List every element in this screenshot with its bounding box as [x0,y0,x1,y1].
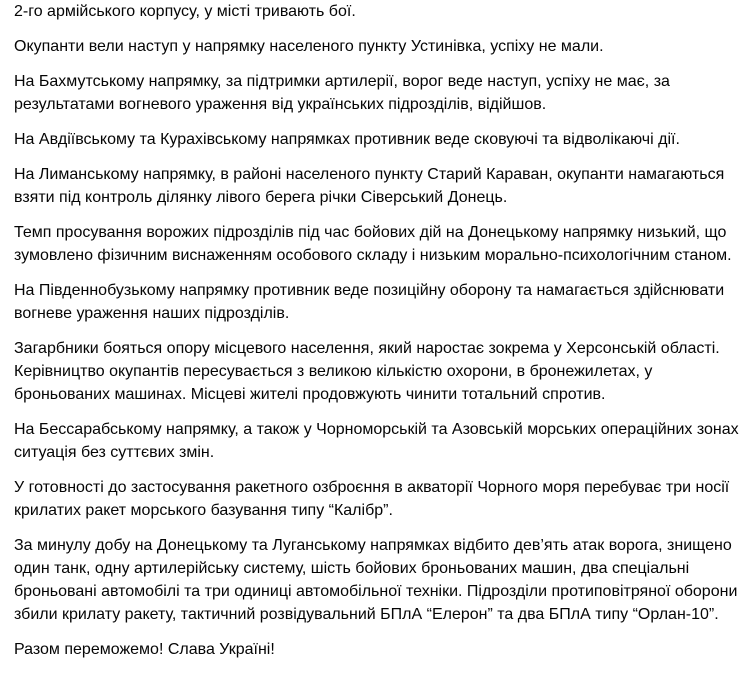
post-paragraph: Загарбники бояться опору місцевого населення, який наростає зокрема у Херсонській області. Керівництво окупантів пересувається з великою кількістю охорони, в бронежилетах, у броньованих машинах. Місцеві жителі продовжують чинити тотальний спротив. [14,340,720,403]
post-paragraph: На Південнобузькому напрямку противник веде позиційну оборону та намагається здійснювати вогневе ураження наших підрозділів. [14,282,725,322]
post-paragraph: На Авдіївському та Курахівському напрямках противник веде сковуючі та відволікаючі дії. [14,131,680,148]
post-paragraph: 2-го армійського корпусу, у місті тривають бої. [14,3,356,20]
post-body [14,0,740,673]
post-paragraph: Темп просування ворожих підрозділів під час бойових дій на Донецькому напрямку низький, що зумовлено фізичним виснаженням особового складу і низьким морально-психологічним станом. [14,224,732,264]
post-paragraph: Окупанти вели наступ у напрямку населеного пункту Устинівка, успіху не мали. [14,38,604,55]
post-paragraph: На Лиманському напрямку, в районі населеного пункту Старий Караван, окупанти намагаються взяти під контроль ділянку лівого берега річки Сіверський Донець. [14,166,725,206]
post-paragraph: На Бессарабському напрямку, а також у Чорноморській та Азовській морських операційних зонах ситуація без суттєвих змін. [14,421,739,461]
post-paragraph: За минулу добу на Донецькому та Луганському напрямках відбито дев’ять атак ворога, знищено один танк, одну артилерійську систему, шість бойових броньованих машин, два спеціальні броньовані автомобілі та три одиниці автомобільної техніки. Підрозділи протиповітряної оборони збили крилату ракету, тактичний розвідувальний БПлА “Елерон” та два БПлА типу “Орлан-10”. [14,537,738,623]
post-paragraph: У готовності до застосування ракетного озброєння в акваторії Чорного моря перебуває три носії крилатих ракет морського базування типу “Калібр”. [14,479,730,519]
post-paragraph: На Бахмутському напрямку, за підтримки артилерії, ворог веде наступ, успіху не має, за результатами вогневого ураження від українських підрозділів, відійшов. [14,73,670,113]
post-paragraph: Разом переможемо! Слава Україні! [14,641,275,658]
